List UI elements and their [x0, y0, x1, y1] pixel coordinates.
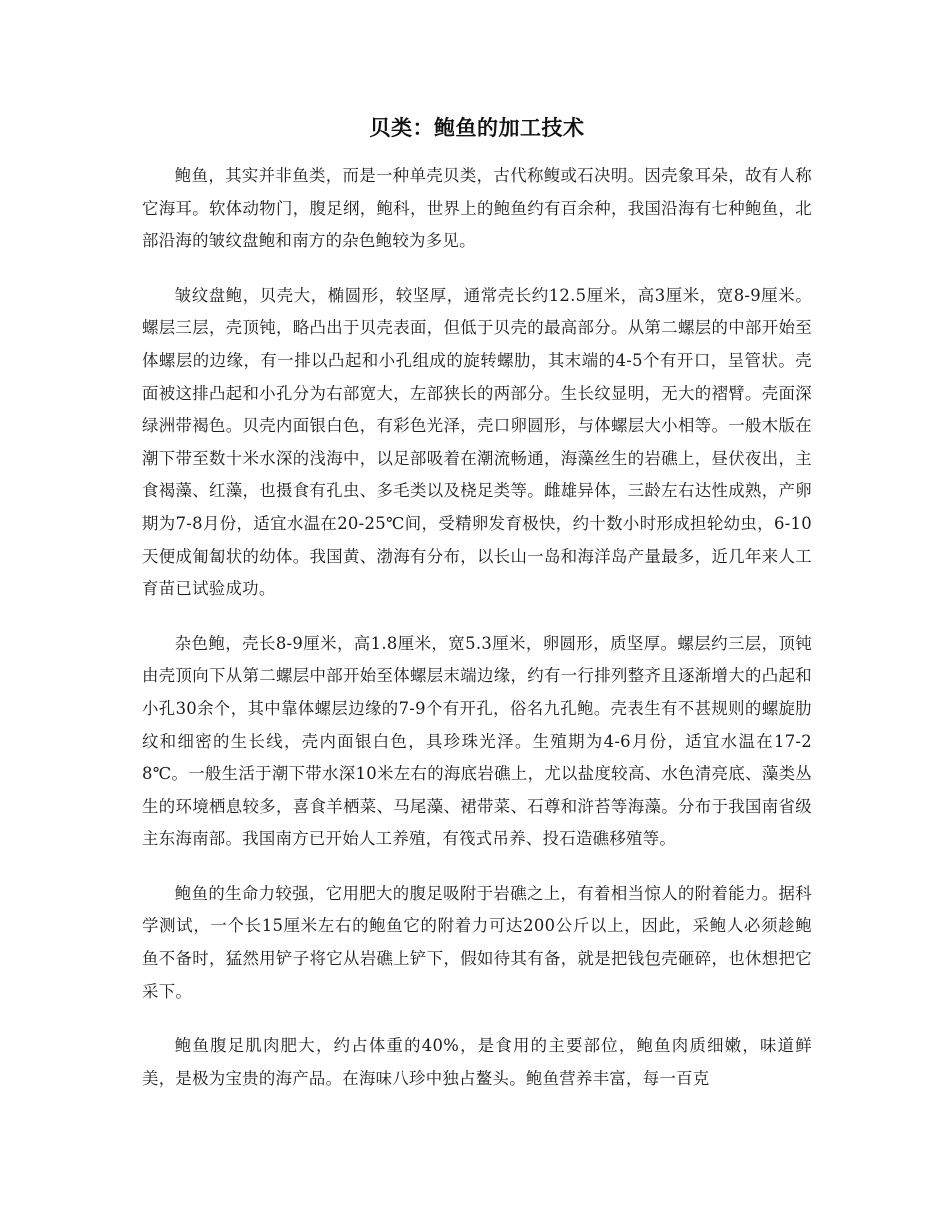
paragraph-variegated-abalone: 杂色鲍，壳长8-9厘米，高1.8厘米，宽5.3厘米，卵圆形，质坚厚。螺层约三层，顶钝由壳顶向下从第二螺层中部开始至体螺层末端边缘，约有一行排列整齐且逐渐增大的凸起和小孔30余个，其中靠体螺层边缘的7-9个有开孔，俗名九孔鲍。壳表生有不甚规则的螺旋肋纹和细密的生长线，壳内面银白色，具珍珠光泽。生殖期为4-6月份，适宜水温在17-28℃。一般生活于潮下带水深10米左右的海底岩礁上，尤以盐度较高、水色清亮底、藻类丛生的环境栖息较多，喜食羊栖菜、马尾藻、裙带菜、石尊和浒苔等海藻。分布于我国南省级主东海南部。我国南方已开始人工养殖，有筏式吊养、投石造礁移殖等。	[142, 633, 812, 849]
paragraph-nutrition: 鲍鱼腹足肌肉肥大，约占体重的40%，是食用的主要部位，鲍鱼肉质细嫩，味道鲜美，是极为宝贵的海产品。在海味八珍中独占鳌头。鲍鱼营养丰富，每一百克	[142, 1036, 812, 1088]
document-page	[142, 108, 812, 1117]
paragraph-wrinkled-abalone: 皱纹盘鲍，贝壳大，椭圆形，较坚厚，通常壳长约12.5厘米，高3厘米，宽8-9厘米。螺层三层，壳顶钝，略凸出于贝壳表面，但低于贝壳的最高部分。从第二螺层的中部开始至体螺层的边缘，有一排以凸起和小孔组成的旋转螺肋，其末端的4-5个有开口，呈管状。壳面被这排凸起和小孔分为右部宽大，左部狭长的两部分。生长纹显明，无大的褶臂。壳面深绿洲带褐色。贝壳内面银白色，有彩色光泽，壳口卵圆形，与体螺层大小相等。一般木版在潮下带至数十米水深的浅海中，以足部吸着在潮流畅通，海藻丝生的岩礁上，昼伏夜出，主食褐藻、红藻，也摄食有孔虫、多毛类以及桡足类等。雌雄异体，三龄左右达性成熟，产卵期为7-8月份，适宜水温在20-25℃间，受精卵发育极快，约十数小时形成担轮幼虫，6-10天便成匍匐状的幼体。我国黄、渤海有分布，以长山一岛和海洋岛产量最多，近几年来人工育苗已试验成功。	[142, 285, 812, 599]
paragraph-intro: 鲍鱼，其实并非鱼类，而是一种单壳贝类，古代称鳆或石决明。因壳象耳朵，故有人称它海耳。软体动物门，腹足纲，鲍科，世界上的鲍鱼约有百余种，我国沿海有七种鲍鱼，北部沿海的皱纹盘鲍和南方的杂色鲍较为多见。	[142, 166, 812, 251]
document-title: 贝类：鲍鱼的加工技术	[369, 116, 585, 140]
paragraph-adhesion: 鲍鱼的生命力较强，它用肥大的腹足吸附于岩礁之上，有着相当惊人的附着能力。据科学测试，一个长15厘米左右的鲍鱼它的附着力可达200公斤以上，因此，采鲍人必须趁鲍鱼不备时，猛然用铲子将它从岩礁上铲下，假如待其有备，就是把钱包壳砸碎，也休想把它采下。	[142, 883, 812, 1001]
